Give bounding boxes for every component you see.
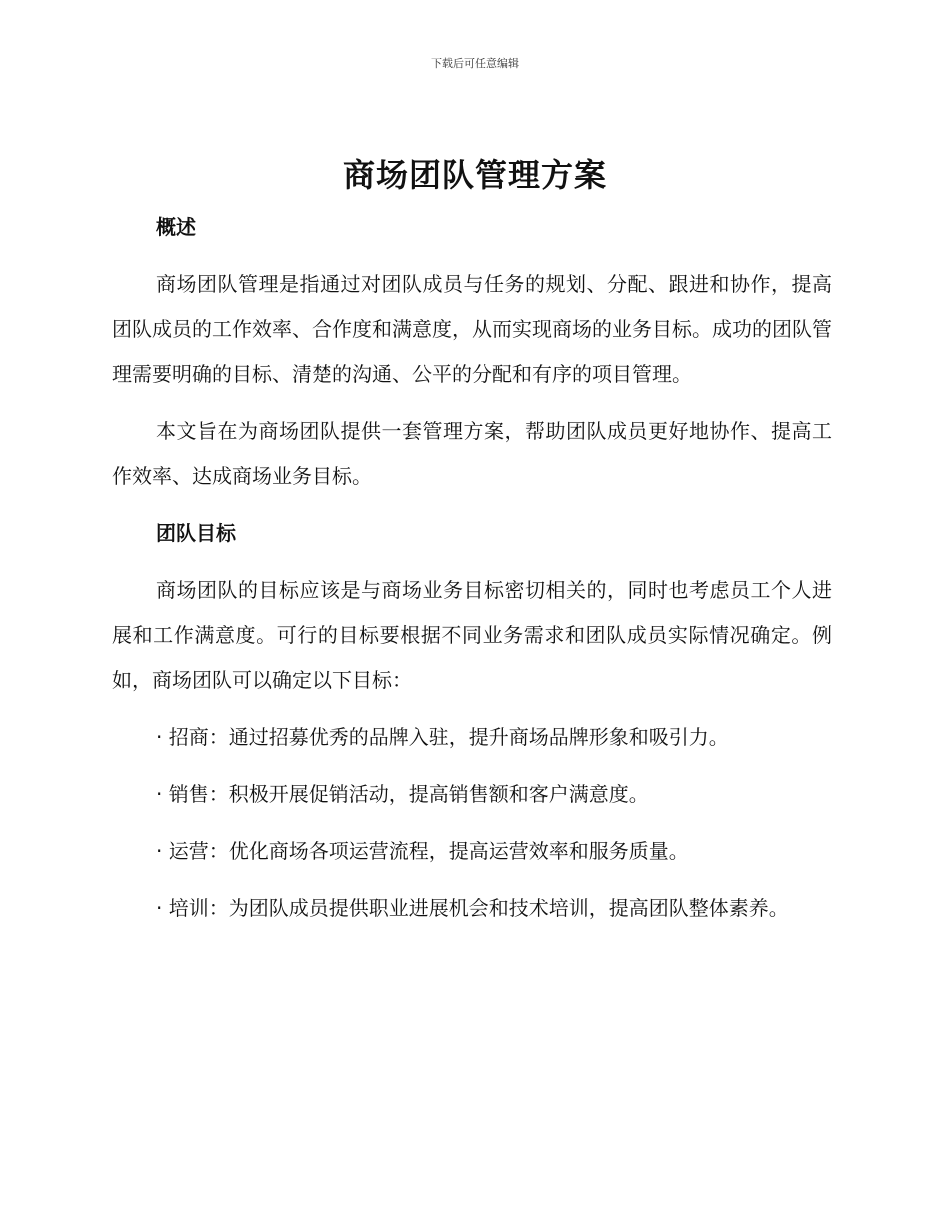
section-heading-team-goals: 团队目标 bbox=[156, 521, 236, 545]
overview-paragraph-1: 商场团队管理是指通过对团队成员与任务的规划、分配、跟进和协作，提高团队成员的工作效率、合作度和满意度，从而实现商场的业务目标。成功的团队管理需要明确的目标、清楚的沟通、公平的分配和有序的项目管理。 bbox=[112, 272, 832, 386]
goal-item-operations: · 运营：优化商场各项运营流程，提高运营效率和服务质量。 bbox=[156, 839, 689, 863]
goal-item-training: · 培训：为团队成员提供职业进展机会和技术培训，提高团队整体素养。 bbox=[156, 896, 789, 920]
header-note: 下载后可任意编辑 bbox=[431, 57, 519, 70]
team-goals-paragraph: 商场团队的目标应该是与商场业务目标密切相关的，同时也考虑员工个人进展和工作满意度。可行的目标要根据不同业务需求和团队成员实际情况确定。例如，商场团队可以确定以下目标： bbox=[112, 578, 832, 692]
document-body bbox=[112, 205, 832, 943]
goal-item-sales: · 销售：积极开展促销活动，提高销售额和客户满意度。 bbox=[156, 782, 649, 806]
overview-paragraph-2: 本文旨在为商场团队提供一套管理方案，帮助团队成员更好地协作、提高工作效率、达成商场业务目标。 bbox=[112, 419, 832, 488]
document-title: 商场团队管理方案 bbox=[342, 156, 607, 194]
section-heading-overview: 概述 bbox=[156, 215, 196, 239]
goal-item-recruitment: · 招商：通过招募优秀的品牌入驻，提升商场品牌形象和吸引力。 bbox=[156, 725, 729, 749]
